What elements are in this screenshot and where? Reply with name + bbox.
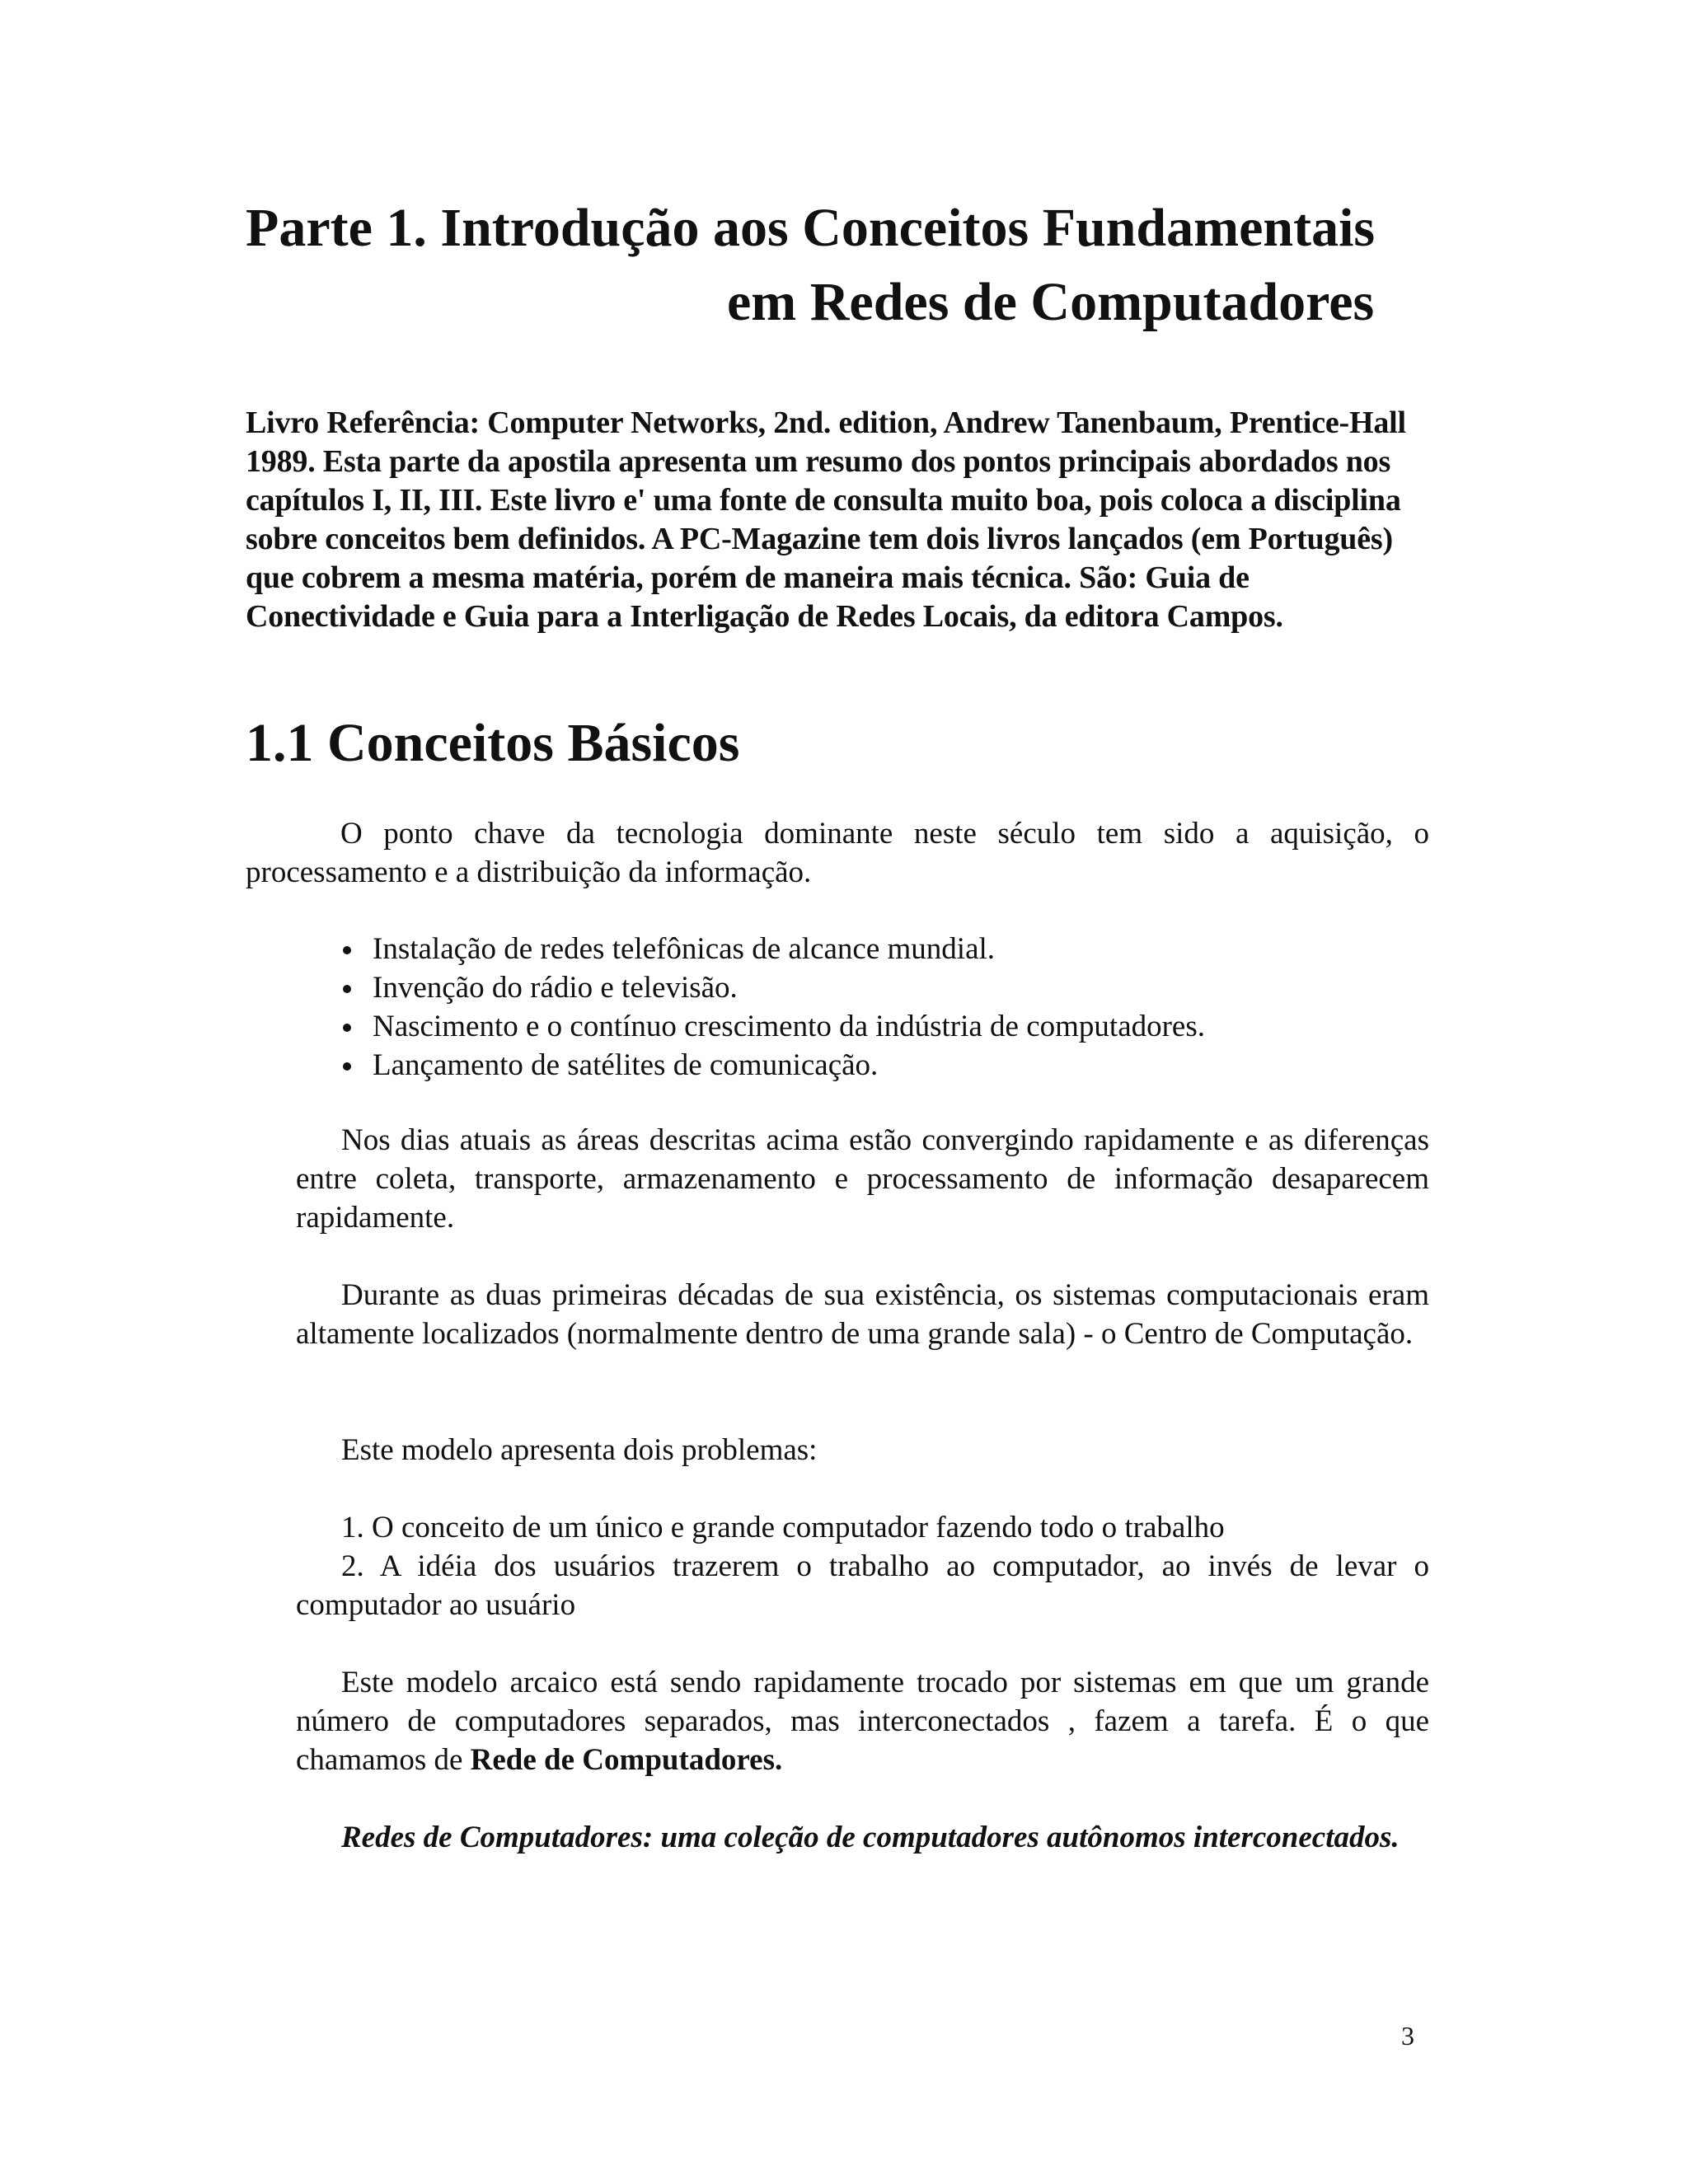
section-heading: 1.1 Conceitos Básicos xyxy=(246,713,740,773)
bullet-icon xyxy=(343,985,351,993)
list-item xyxy=(340,1046,1428,1085)
list-item-text: Instalação de redes telefônicas de alcance mundial. xyxy=(373,932,996,966)
reference-paragraph: Livro Referência: Computer Networks, 2nd. edition, Andrew Tanenbaum, Prentice-Hall 1989. Esta parte da apostila apresenta um resumo dos pontos principais abordados nos capítulos I, II, III. Este livro e' uma fonte de consulta muito boa, pois coloca a disciplina sobre conceitos bem definidos. A PC-Magazine tem dois livros lançados (em Português) que cobrem a mesma matéria, porém de maneira mais técnica. São: Guia de Conectividade e Guia para a Interligação de Redes Locais, da editora Campos. xyxy=(246,405,1406,634)
network-term: Rede de Computadores. xyxy=(470,1743,783,1777)
page-title xyxy=(246,191,1400,340)
intro-paragraph: O ponto chave da tecnologia dominante neste século tem sido a aquisição, o processamento e a distribuição da informação. xyxy=(246,817,1429,889)
bullet-icon xyxy=(343,946,351,954)
numbered-list xyxy=(296,1508,1429,1624)
numbered-item: 1. O conceito de um único e grande computador fazendo todo o trabalho xyxy=(341,1511,1225,1544)
list-item xyxy=(340,930,1428,968)
list-item xyxy=(340,968,1428,1007)
title-line-1: Parte 1. Introdução aos Conceitos Fundamentais xyxy=(246,198,1376,258)
list-item-text: Nascimento e o contínuo crescimento da indústria de computadores. xyxy=(373,1010,1206,1043)
network-paragraph-text: Este modelo arcaico está sendo rapidamente trocado por sistemas em que um grande número de computadores separados, mas interconectados , fazem a tarefa. É o que chamamos de xyxy=(296,1666,1429,1777)
list-item-text: Invenção do rádio e televisão. xyxy=(373,971,738,1005)
definition-paragraph: Redes de Computadores: uma coleção de computadores autônomos interconectados. xyxy=(341,1821,1400,1854)
page-number: 3 xyxy=(1401,2021,1414,2050)
numbered-item: 2. A idéia dos usuários trazerem o trabalho ao computador, ao invés de levar o computador ao usuário xyxy=(296,1549,1429,1622)
network-paragraph xyxy=(296,1663,1429,1779)
history-paragraph: Durante as duas primeiras décadas de sua existência, os sistemas computacionais eram altamente localizados (normalmente dentro de uma grande sala) - o Centro de Computação. xyxy=(296,1278,1429,1351)
bullet-icon xyxy=(343,1024,351,1032)
bullet-list xyxy=(340,930,1428,1085)
convergence-paragraph: Nos dias atuais as áreas descritas acima estão convergindo rapidamente e as diferenças entre coleta, transporte, armazenamento e processamento de informação desaparecem rapidamente. xyxy=(296,1123,1429,1235)
problems-intro-paragraph: Este modelo apresenta dois problemas: xyxy=(341,1433,818,1467)
bullet-icon xyxy=(343,1062,351,1071)
title-line-2: em Redes de Computadores xyxy=(727,272,1375,332)
list-item xyxy=(340,1007,1428,1046)
list-item-text: Lançamento de satélites de comunicação. xyxy=(373,1048,879,1082)
